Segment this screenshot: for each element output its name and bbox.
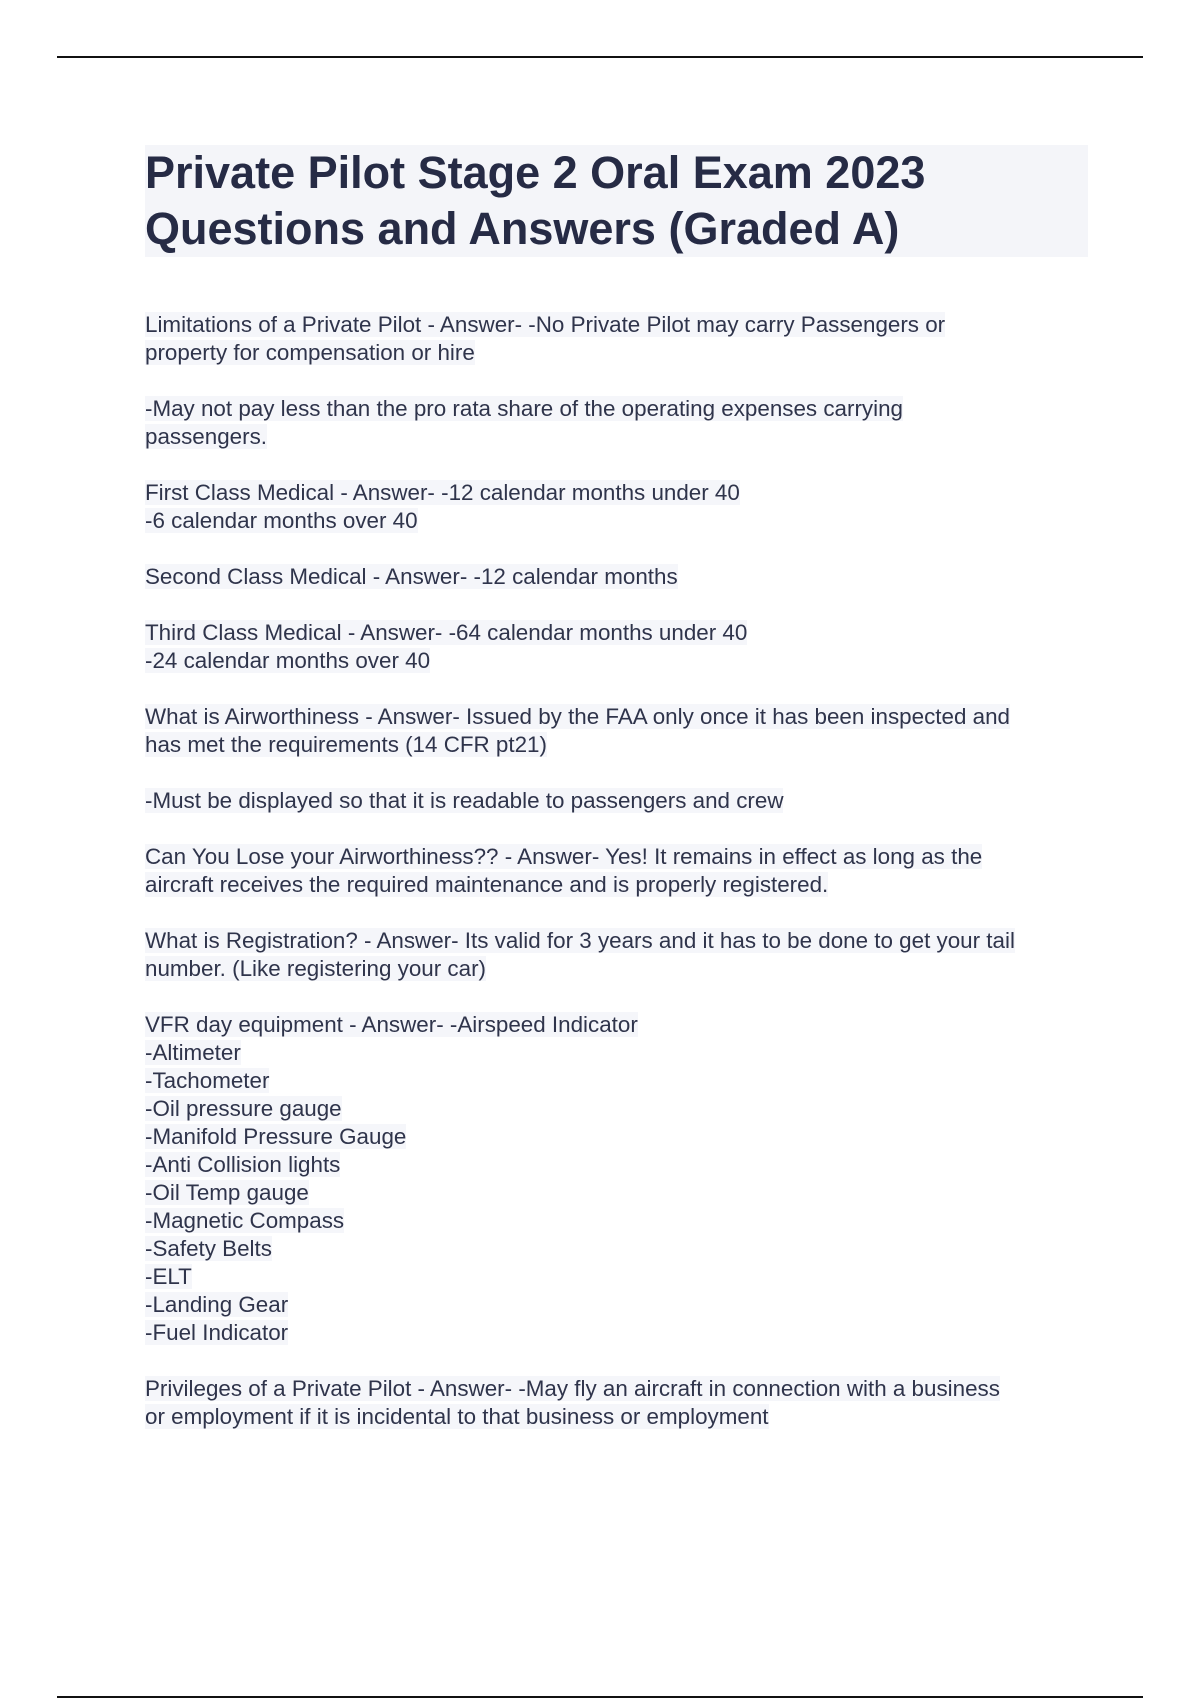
qa-second-class-line-1: Second Class Medical - Answer- -12 calendar months [145, 564, 678, 589]
vfr-item: -Anti Collision lights [145, 1152, 341, 1177]
qa-lose-airworthiness-line-1: Can You Lose your Airworthiness?? - Answer- Yes! It remains in effect as long as the [145, 844, 983, 869]
vfr-item: -ELT [145, 1264, 192, 1289]
qa-lose-airworthiness-line-2: aircraft receives the required maintenance and is properly registered. [145, 872, 829, 897]
qa-first-class-medical [145, 479, 1090, 535]
vfr-item: -Fuel Indicator [145, 1320, 289, 1345]
qa-airworthiness-line-2: has met the requirements (14 CFR pt21) [145, 732, 547, 757]
qa-third-class-line-2: -24 calendar months over 40 [145, 648, 431, 673]
qa-limitations [145, 311, 1090, 367]
qa-second-class-medical [145, 563, 1090, 591]
qa-registration-line-2: number. (Like registering your car) [145, 956, 486, 981]
vfr-item: -Oil Temp gauge [145, 1180, 309, 1205]
vfr-item: -Safety Belts [145, 1236, 272, 1261]
title-line-2: Questions and Answers (Graded A) [145, 203, 900, 254]
qa-first-class-line-2: -6 calendar months over 40 [145, 508, 418, 533]
qa-privileges-line-2: or employment if it is incidental to that business or employment [145, 1404, 769, 1429]
qa-pro-rata-line-1: -May not pay less than the pro rata share of the operating expenses carrying [145, 396, 903, 421]
qa-third-class-line-1: Third Class Medical - Answer- -64 calendar months under 40 [145, 620, 748, 645]
qa-vfr-day-equipment [145, 1011, 1090, 1347]
qa-displayed [145, 787, 1090, 815]
qa-displayed-line-1: -Must be displayed so that it is readable to passengers and crew [145, 788, 784, 813]
vfr-item: -Oil pressure gauge [145, 1096, 342, 1121]
qa-lose-airworthiness [145, 843, 1090, 899]
qa-privileges [145, 1375, 1090, 1431]
page-title [145, 145, 1088, 257]
vfr-item: -Tachometer [145, 1068, 270, 1093]
qa-privileges-line-1: Privileges of a Private Pilot - Answer- -May fly an aircraft in connection with a business [145, 1376, 1000, 1401]
vfr-item: -Manifold Pressure Gauge [145, 1124, 407, 1149]
vfr-item: -Landing Gear [145, 1292, 289, 1317]
document-body [145, 311, 1090, 1459]
qa-first-class-line-1: First Class Medical - Answer- -12 calendar months under 40 [145, 480, 740, 505]
vfr-item: -Magnetic Compass [145, 1208, 345, 1233]
vfr-item: -Altimeter [145, 1040, 241, 1065]
bottom-rule [57, 1696, 1143, 1698]
qa-vfr-day-line-1: VFR day equipment - Answer- -Airspeed Indicator [145, 1012, 638, 1037]
qa-airworthiness-line-1: What is Airworthiness - Answer- Issued by the FAA only once it has been inspected and [145, 704, 1010, 729]
title-block [145, 145, 1088, 257]
qa-pro-rata-line-2: passengers. [145, 424, 267, 449]
title-line-1: Private Pilot Stage 2 Oral Exam 2023 [145, 147, 926, 198]
qa-registration [145, 927, 1090, 983]
qa-limitations-line-1: Limitations of a Private Pilot - Answer- -No Private Pilot may carry Passengers or [145, 312, 946, 337]
qa-registration-line-1: What is Registration? - Answer- Its valid for 3 years and it has to be done to get your tail [145, 928, 1015, 953]
qa-limitations-line-2: property for compensation or hire [145, 340, 475, 365]
qa-pro-rata [145, 395, 1090, 451]
qa-third-class-medical [145, 619, 1090, 675]
top-rule [57, 56, 1143, 58]
qa-airworthiness [145, 703, 1090, 759]
